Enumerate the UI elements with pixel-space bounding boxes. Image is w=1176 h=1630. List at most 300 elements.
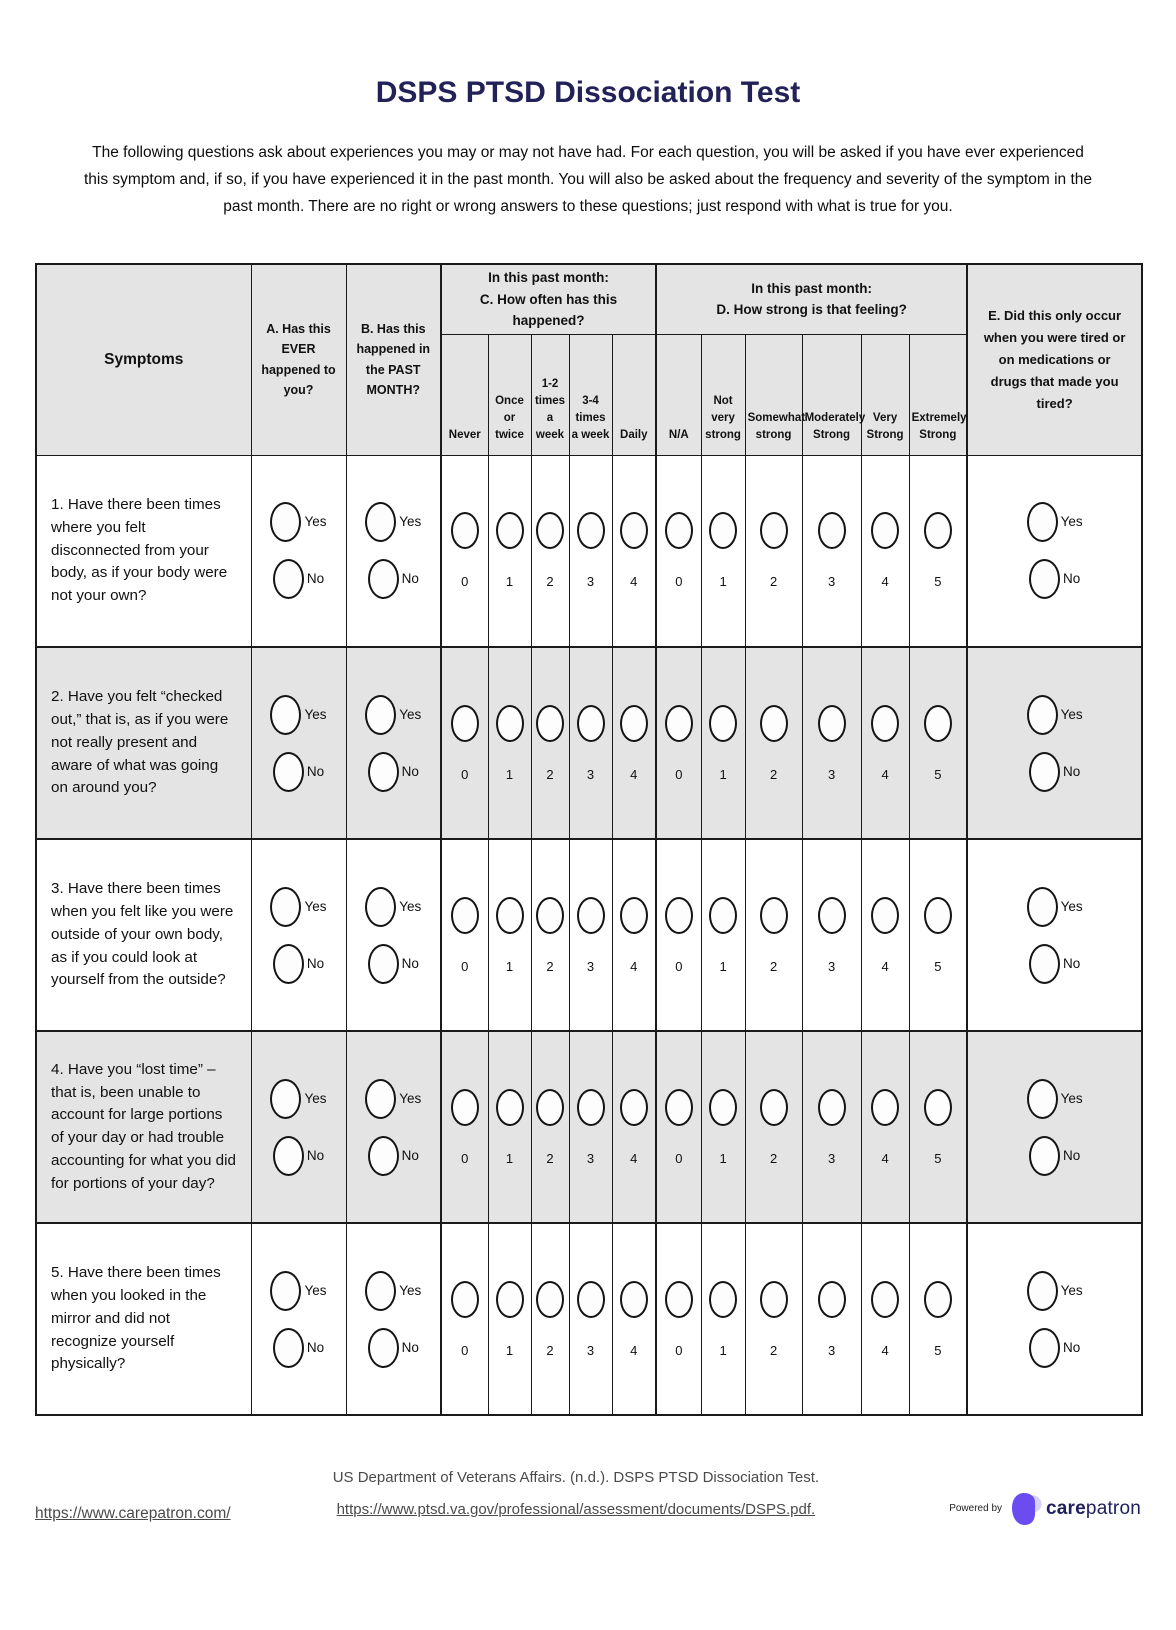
strength-option <box>910 512 967 589</box>
past-month-no-option <box>368 1328 419 1368</box>
past-month-yes-radio[interactable] <box>365 695 396 735</box>
only-when-tired-yes-label: Yes <box>1060 1282 1083 1298</box>
freq-option <box>570 705 612 782</box>
only-when-tired-yes-radio[interactable] <box>1027 695 1058 735</box>
freq-option <box>489 897 531 974</box>
freq-option-cell <box>569 1031 612 1223</box>
strength-option <box>862 1281 909 1358</box>
only-when-tired-cell <box>967 1223 1142 1415</box>
strength-radio[interactable] <box>818 1089 846 1126</box>
ever-happened-no-label: No <box>306 1147 325 1163</box>
strength-option-cell <box>701 455 745 647</box>
strength-option-cell <box>701 1031 745 1223</box>
freq-radio[interactable] <box>451 1089 479 1126</box>
freq-value: 0 <box>461 1150 469 1166</box>
only-when-tired-yes-label: Yes <box>1060 706 1083 722</box>
strength-value: 4 <box>881 958 889 974</box>
freq-option <box>442 705 488 782</box>
only-when-tired-yes-option <box>1027 1079 1083 1119</box>
freq-value: 4 <box>630 1150 638 1166</box>
past-month-no-label: No <box>401 955 419 971</box>
symptom-text: 1. Have there been times where you felt disconnected from your body, as if your body were not your own? <box>36 455 251 647</box>
ever-happened-no-radio[interactable] <box>273 1136 304 1176</box>
strength-option-cell <box>701 839 745 1031</box>
strength-option <box>862 897 909 974</box>
past-month-yes-radio[interactable] <box>365 1079 396 1119</box>
only-when-tired-no-radio[interactable] <box>1029 1328 1060 1368</box>
ever-happened-no-radio[interactable] <box>273 1328 304 1368</box>
only-when-tired-yes-radio[interactable] <box>1027 502 1058 542</box>
strength-radio[interactable] <box>871 705 899 742</box>
strength-radio[interactable] <box>709 897 737 934</box>
strength-value: 2 <box>769 1150 778 1166</box>
past-month-yes-radio[interactable] <box>365 1271 396 1311</box>
freq-value: 4 <box>630 958 638 974</box>
freq-option-cell <box>612 1031 656 1223</box>
strength-option <box>910 897 967 974</box>
past-month-yes-label: Yes <box>399 898 422 914</box>
ever-happened-no-label: No <box>306 763 325 779</box>
strength-value: 4 <box>881 574 889 590</box>
group-c-line2: C. How often has this happened? <box>479 291 618 329</box>
only-when-tired-no-radio[interactable] <box>1029 559 1060 599</box>
strength-option <box>657 1089 701 1166</box>
powered-by-block <box>949 1491 1141 1527</box>
freq-option-cell <box>488 455 531 647</box>
freq-radio[interactable] <box>451 897 479 934</box>
col-e-header: E. Did this only occur when you were tired or on medications or drugs that made you tired? <box>967 264 1142 455</box>
strength-radio[interactable] <box>818 705 846 742</box>
strength-value: 0 <box>675 1150 683 1166</box>
past-month-options <box>347 887 441 984</box>
table-row <box>36 1031 1142 1223</box>
ever-happened-yes-option <box>270 887 326 927</box>
freq-value: 2 <box>546 1150 554 1166</box>
past-month-yes-label: Yes <box>399 514 422 530</box>
only-when-tired-cell <box>967 647 1142 839</box>
strength-option-cell <box>802 1031 861 1223</box>
strength-header-na: N/A <box>656 334 701 455</box>
ever-happened-yes-radio[interactable] <box>270 1271 301 1311</box>
freq-value: 0 <box>461 766 469 782</box>
freq-option-cell <box>488 647 531 839</box>
strength-option <box>803 705 861 782</box>
table-row <box>36 1223 1142 1415</box>
strength-option <box>746 1281 802 1358</box>
freq-option-cell <box>569 1223 612 1415</box>
symptom-text: 3. Have there been times when you felt like you were outside of your own body, as if you could look at yourself from the outside? <box>36 839 251 1031</box>
table-row <box>36 455 1142 647</box>
freq-option <box>442 1089 488 1166</box>
freq-value: 3 <box>586 574 595 590</box>
freq-radio[interactable] <box>451 1281 479 1318</box>
strength-value: 3 <box>827 766 836 782</box>
freq-value: 3 <box>586 1150 595 1166</box>
past-month-no-label: No <box>401 1339 419 1355</box>
past-month-no-radio[interactable] <box>368 752 399 792</box>
strength-option-cell <box>745 455 802 647</box>
strength-header-moderately-strong: Moderately Strong <box>802 334 861 455</box>
freq-value: 1 <box>505 766 514 782</box>
symptom-text: 4. Have you “lost time” – that is, been unable to account for large portions of your day or had trouble accounting for what you did for portions of your day? <box>36 1031 251 1223</box>
only-when-tired-cell <box>967 455 1142 647</box>
freq-option-cell <box>612 839 656 1031</box>
past-month-yes-label: Yes <box>399 1090 422 1106</box>
strength-radio[interactable] <box>924 705 952 742</box>
ever-happened-yes-label: Yes <box>304 1090 327 1106</box>
freq-radio[interactable] <box>496 1281 524 1318</box>
strength-value: 0 <box>675 766 683 782</box>
strength-radio[interactable] <box>871 897 899 934</box>
strength-value: 1 <box>719 1150 727 1166</box>
past-month-yes-radio[interactable] <box>365 502 396 542</box>
ever-happened-yes-radio[interactable] <box>270 1079 301 1119</box>
freq-option <box>489 1281 531 1358</box>
strength-option-cell <box>861 455 909 647</box>
ever-happened-no-label: No <box>306 1339 325 1355</box>
strength-option-cell <box>745 1223 802 1415</box>
past-month-no-label: No <box>401 763 419 779</box>
past-month-no-radio[interactable] <box>368 1328 399 1368</box>
past-month-options <box>347 502 441 599</box>
ever-happened-no-radio[interactable] <box>273 944 304 984</box>
strength-option <box>746 705 802 782</box>
freq-radio[interactable] <box>536 512 564 549</box>
strength-value: 1 <box>719 574 727 590</box>
only-when-tired-no-radio[interactable] <box>1029 1136 1060 1176</box>
freq-option-cell <box>441 1031 488 1223</box>
only-when-tired-no-radio[interactable] <box>1029 752 1060 792</box>
freq-option-cell <box>488 1223 531 1415</box>
strength-radio[interactable] <box>760 1089 788 1126</box>
freq-radio[interactable] <box>536 897 564 934</box>
strength-radio[interactable] <box>818 512 846 549</box>
freq-option <box>570 1281 612 1358</box>
freq-option <box>570 897 612 974</box>
strength-radio[interactable] <box>709 1281 737 1318</box>
freq-option-cell <box>531 839 569 1031</box>
freq-option <box>442 897 488 974</box>
strength-radio[interactable] <box>665 897 693 934</box>
strength-radio[interactable] <box>818 897 846 934</box>
freq-value: 2 <box>546 574 554 590</box>
strength-option-cell <box>909 455 967 647</box>
strength-option-cell <box>861 1031 909 1223</box>
freq-option <box>489 1089 531 1166</box>
only-when-tired-no-option <box>1029 559 1080 599</box>
ever-happened-no-option <box>273 752 324 792</box>
freq-radio[interactable] <box>496 897 524 934</box>
strength-value: 2 <box>769 766 778 782</box>
ever-happened-yes-radio[interactable] <box>270 502 301 542</box>
strength-value: 0 <box>675 1342 683 1358</box>
group-d-line2: D. How strong is that feeling? <box>716 302 907 318</box>
strength-option <box>702 705 745 782</box>
strength-option-cell <box>745 839 802 1031</box>
ever-happened-yes-option <box>270 502 326 542</box>
only-when-tired-yes-option <box>1027 502 1083 542</box>
strength-option <box>746 897 802 974</box>
freq-option <box>613 705 656 782</box>
strength-header-not-very-strong: Not very strong <box>701 334 745 455</box>
ever-happened-yes-option <box>270 1079 326 1119</box>
ever-happened-no-radio[interactable] <box>273 559 304 599</box>
freq-option <box>570 512 612 589</box>
freq-option-cell <box>441 1223 488 1415</box>
strength-option-cell <box>909 647 967 839</box>
freq-header-once-or-twice: Once or twice <box>488 334 531 455</box>
only-when-tired-yes-radio[interactable] <box>1027 1271 1058 1311</box>
freq-value: 1 <box>505 1342 514 1358</box>
only-when-tired-options <box>968 1271 1141 1368</box>
past-month-no-label: No <box>401 1147 419 1163</box>
carepatron-logo-text <box>1046 1498 1141 1520</box>
strength-value: 0 <box>675 958 683 974</box>
table-header <box>36 264 1142 455</box>
strength-value: 5 <box>934 574 942 590</box>
freq-radio[interactable] <box>620 1089 648 1126</box>
ever-happened-yes-radio[interactable] <box>270 887 301 927</box>
freq-radio[interactable] <box>451 512 479 549</box>
only-when-tired-options <box>968 502 1141 599</box>
freq-option-cell <box>569 839 612 1031</box>
ever-happened-cell <box>251 839 346 1031</box>
freq-radio[interactable] <box>577 705 605 742</box>
strength-option <box>702 1281 745 1358</box>
strength-option-cell <box>909 1031 967 1223</box>
powered-by-label: Powered by <box>949 1503 1003 1515</box>
freq-option <box>532 1089 569 1166</box>
page-footer <box>35 1462 1141 1527</box>
freq-value: 0 <box>461 958 469 974</box>
freq-radio[interactable] <box>451 705 479 742</box>
freq-option <box>489 512 531 589</box>
strength-value: 5 <box>934 766 942 782</box>
strength-value: 5 <box>934 1150 942 1166</box>
past-month-no-option <box>368 559 419 599</box>
past-month-yes-option <box>365 887 421 927</box>
strength-value: 3 <box>827 1342 836 1358</box>
strength-option-cell <box>861 839 909 1031</box>
group-c-header <box>441 264 656 334</box>
only-when-tired-no-option <box>1029 752 1080 792</box>
freq-radio[interactable] <box>620 897 648 934</box>
strength-radio[interactable] <box>871 1089 899 1126</box>
freq-value: 3 <box>586 766 595 782</box>
ever-happened-yes-label: Yes <box>304 514 327 530</box>
strength-radio[interactable] <box>665 705 693 742</box>
freq-radio[interactable] <box>577 512 605 549</box>
only-when-tired-no-label: No <box>1062 763 1081 779</box>
freq-radio[interactable] <box>536 1089 564 1126</box>
strength-option <box>803 897 861 974</box>
strength-option <box>702 512 745 589</box>
ever-happened-options <box>252 1079 346 1176</box>
past-month-yes-radio[interactable] <box>365 887 396 927</box>
strength-radio[interactable] <box>665 1281 693 1318</box>
strength-option <box>746 512 802 589</box>
group-d-line1: In this past month: <box>751 280 872 296</box>
freq-option <box>442 512 488 589</box>
strength-radio[interactable] <box>924 897 952 934</box>
ever-happened-yes-label: Yes <box>304 898 327 914</box>
only-when-tired-yes-option <box>1027 887 1083 927</box>
freq-value: 2 <box>546 958 554 974</box>
freq-option <box>613 1089 656 1166</box>
freq-radio[interactable] <box>577 897 605 934</box>
past-month-cell <box>346 455 441 647</box>
freq-radio[interactable] <box>620 705 648 742</box>
past-month-yes-option <box>365 1271 421 1311</box>
strength-option-cell <box>656 1031 701 1223</box>
only-when-tired-cell <box>967 839 1142 1031</box>
strength-value: 0 <box>675 574 683 590</box>
citation-text: US Department of Veterans Affairs. (n.d.). DSPS PTSD Dissociation Test. <box>332 1469 820 1487</box>
col-a-header: A. Has this EVER happened to you? <box>251 264 346 455</box>
strength-option <box>910 1089 967 1166</box>
ever-happened-no-label: No <box>306 955 325 971</box>
strength-radio[interactable] <box>760 1281 788 1318</box>
ever-happened-yes-label: Yes <box>304 706 327 722</box>
strength-radio[interactable] <box>924 1281 952 1318</box>
strength-option-cell <box>802 455 861 647</box>
symptom-assessment-table <box>35 263 1143 1416</box>
only-when-tired-options <box>968 887 1141 984</box>
only-when-tired-cell <box>967 1031 1142 1223</box>
freq-radio[interactable] <box>577 1089 605 1126</box>
symptom-text: 5. Have there been times when you looked in the mirror and did not recognize yourself physically? <box>36 1223 251 1415</box>
strength-value: 5 <box>934 1342 942 1358</box>
past-month-no-option <box>368 752 419 792</box>
strength-radio[interactable] <box>818 1281 846 1318</box>
past-month-yes-option <box>365 502 421 542</box>
freq-option-cell <box>531 647 569 839</box>
freq-header-3-4-times-week: 3-4 times a week <box>569 334 612 455</box>
logo-text-care: care <box>1046 1497 1086 1519</box>
ever-happened-no-label: No <box>306 571 325 587</box>
past-month-options <box>347 1271 441 1368</box>
strength-radio[interactable] <box>709 1089 737 1126</box>
only-when-tired-no-label: No <box>1062 1147 1081 1163</box>
past-month-options <box>347 1079 441 1176</box>
symptom-rows <box>36 455 1142 1415</box>
past-month-no-option <box>368 944 419 984</box>
freq-option-cell <box>441 839 488 1031</box>
only-when-tired-yes-radio[interactable] <box>1027 1079 1058 1119</box>
freq-header-daily: Daily <box>612 334 656 455</box>
only-when-tired-yes-radio[interactable] <box>1027 887 1058 927</box>
freq-radio[interactable] <box>496 1089 524 1126</box>
strength-option <box>803 1089 861 1166</box>
freq-value: 1 <box>505 574 514 590</box>
symptoms-column-header: Symptoms <box>36 264 251 455</box>
ever-happened-options <box>252 1271 346 1368</box>
strength-radio[interactable] <box>665 1089 693 1126</box>
strength-option-cell <box>802 647 861 839</box>
strength-radio[interactable] <box>760 897 788 934</box>
freq-radio[interactable] <box>620 512 648 549</box>
freq-value: 1 <box>505 958 514 974</box>
past-month-no-radio[interactable] <box>368 559 399 599</box>
ever-happened-no-option <box>273 944 324 984</box>
strength-radio[interactable] <box>665 512 693 549</box>
freq-radio[interactable] <box>496 512 524 549</box>
strength-radio[interactable] <box>760 512 788 549</box>
only-when-tired-options <box>968 695 1141 792</box>
freq-radio[interactable] <box>536 1281 564 1318</box>
freq-option-cell <box>531 455 569 647</box>
symptom-text: 2. Have you felt “checked out,” that is, as if you were not really present and aware of what was going on around you? <box>36 647 251 839</box>
strength-radio[interactable] <box>924 512 952 549</box>
carepatron-site-link[interactable]: https://www.carepatron.com/ <box>35 1504 231 1522</box>
freq-option <box>532 705 569 782</box>
freq-radio[interactable] <box>620 1281 648 1318</box>
freq-option-cell <box>441 455 488 647</box>
strength-value: 3 <box>827 574 836 590</box>
strength-radio[interactable] <box>760 705 788 742</box>
strength-radio[interactable] <box>709 512 737 549</box>
ever-happened-options <box>252 695 346 792</box>
ever-happened-options <box>252 502 346 599</box>
freq-option-cell <box>441 647 488 839</box>
freq-radio[interactable] <box>577 1281 605 1318</box>
only-when-tired-options <box>968 1079 1141 1176</box>
strength-option-cell <box>656 1223 701 1415</box>
strength-option <box>910 1281 967 1358</box>
freq-option <box>532 1281 569 1358</box>
freq-option <box>613 1281 656 1358</box>
past-month-no-radio[interactable] <box>368 1136 399 1176</box>
only-when-tired-yes-label: Yes <box>1060 898 1083 914</box>
table-row <box>36 839 1142 1031</box>
past-month-no-radio[interactable] <box>368 944 399 984</box>
ever-happened-cell <box>251 647 346 839</box>
ever-happened-yes-radio[interactable] <box>270 695 301 735</box>
strength-value: 5 <box>934 958 942 974</box>
past-month-cell <box>346 839 441 1031</box>
freq-option <box>532 897 569 974</box>
only-when-tired-no-radio[interactable] <box>1029 944 1060 984</box>
freq-option <box>489 705 531 782</box>
table-row <box>36 647 1142 839</box>
intro-text: The following questions ask about experiences you may or may not have had. For each question, you will be asked if you have ever experienced this symptom and, if so, if you have experienced it in the past month. You will also be asked about the frequency and severity of the symptom in the past month. There are no right or wrong answers to these questions; just respond with what is true for you. <box>83 144 1093 215</box>
strength-option-cell <box>701 1223 745 1415</box>
strength-radio[interactable] <box>871 1281 899 1318</box>
freq-value: 0 <box>461 574 469 590</box>
strength-option-cell <box>802 839 861 1031</box>
past-month-cell <box>346 1031 441 1223</box>
ever-happened-no-radio[interactable] <box>273 752 304 792</box>
strength-header-somewhat-strong: Somewhat strong <box>745 334 802 455</box>
group-d-header <box>656 264 967 334</box>
freq-option-cell <box>569 455 612 647</box>
strength-radio[interactable] <box>709 705 737 742</box>
only-when-tired-yes-option <box>1027 695 1083 735</box>
freq-option-cell <box>612 455 656 647</box>
freq-option <box>570 1089 612 1166</box>
ever-happened-options <box>252 887 346 984</box>
freq-radio[interactable] <box>536 705 564 742</box>
citation-source-link[interactable]: https://www.ptsd.va.gov/professional/assessment/documents/DSPS.pdf. <box>336 1501 816 1519</box>
freq-value: 4 <box>630 1342 638 1358</box>
strength-radio[interactable] <box>924 1089 952 1126</box>
strength-radio[interactable] <box>871 512 899 549</box>
freq-option-cell <box>612 647 656 839</box>
freq-value: 3 <box>586 1342 595 1358</box>
freq-radio[interactable] <box>496 705 524 742</box>
strength-value: 3 <box>827 1150 836 1166</box>
past-month-no-label: No <box>401 571 419 587</box>
